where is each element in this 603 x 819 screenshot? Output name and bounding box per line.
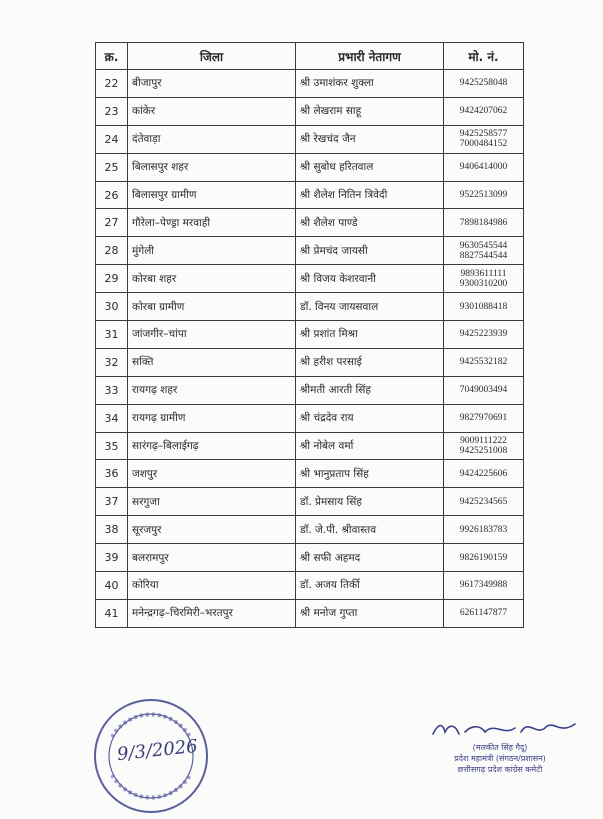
row-district: बीजापुर: [128, 70, 296, 98]
table-row: [96, 572, 524, 600]
row-phone: [444, 404, 524, 432]
row-phone: [444, 460, 524, 488]
row-district: रायगढ़ ग्रामीण: [128, 404, 296, 432]
stamp-date: 9/3/2026: [116, 735, 199, 766]
row-leader: श्रीमती आरती सिंह: [296, 376, 444, 404]
row-serial: 36: [96, 460, 128, 488]
row-phone: [444, 432, 524, 460]
row-phone: [444, 237, 524, 265]
row-serial: 32: [96, 348, 128, 376]
table-row: [96, 125, 524, 153]
row-leader: श्री सफी अहमद: [296, 544, 444, 572]
phone-number: 7898184986: [459, 217, 508, 228]
row-leader: श्री सुबोध हरितवाल: [296, 153, 444, 181]
row-district: सरगुजा: [128, 488, 296, 516]
phone-number: 9425258577: [459, 129, 508, 140]
row-serial: 37: [96, 488, 128, 516]
table-row: [96, 97, 524, 125]
row-leader: श्री मनोज गुप्ता: [296, 599, 444, 627]
phone-number: 9425532182: [459, 357, 508, 368]
table-row: [96, 181, 524, 209]
row-district: मुंगेली: [128, 237, 296, 265]
row-phone: [444, 153, 524, 181]
table-row: [96, 460, 524, 488]
row-leader: श्री विजय केशरवानी: [296, 265, 444, 293]
row-phone: [444, 544, 524, 572]
row-district: सक्ति: [128, 348, 296, 376]
handwritten-signature: [425, 712, 585, 742]
row-leader: श्री नोबेल वर्मा: [296, 432, 444, 460]
row-district: बिलासपुर शहर: [128, 153, 296, 181]
row-serial: 29: [96, 265, 128, 293]
phone-number: 8827544544: [459, 250, 508, 261]
row-phone: [444, 125, 524, 153]
phone-number: 9827970691: [459, 413, 508, 424]
phone-number: 9630545544: [459, 240, 508, 251]
row-district: कोरबा शहर: [128, 265, 296, 293]
row-phone: [444, 293, 524, 321]
row-district: जशपुर: [128, 460, 296, 488]
phone-number: 9617349988: [459, 580, 508, 591]
phone-number: 6261147877: [459, 608, 508, 619]
phone-number: 7049003494: [459, 385, 508, 396]
header-phone: मो. नं.: [444, 43, 524, 70]
row-leader: श्री हरीश परसाई: [296, 348, 444, 376]
phone-number: 9406414000: [459, 162, 508, 173]
phone-number: 9300310200: [459, 278, 508, 289]
phone-number: 9424207062: [459, 106, 508, 117]
row-serial: 23: [96, 97, 128, 125]
row-leader: श्री शैलेश पाण्डे: [296, 209, 444, 237]
row-district: गौरेला–पेण्ड्रा मरवाही: [128, 209, 296, 237]
table-row: [96, 237, 524, 265]
row-district: बलरामपुर: [128, 544, 296, 572]
row-serial: 28: [96, 237, 128, 265]
row-phone: [444, 181, 524, 209]
row-phone: [444, 97, 524, 125]
row-leader: डॉ. प्रेमसाय सिंह: [296, 488, 444, 516]
table-header-row: [96, 43, 524, 70]
row-leader: श्री चंद्रदेव राय: [296, 404, 444, 432]
row-serial: 35: [96, 432, 128, 460]
row-phone: [444, 599, 524, 627]
signatory-block: [420, 742, 580, 775]
row-district: दंतेवाड़ा: [128, 125, 296, 153]
header-serial: क्र.: [96, 43, 128, 70]
row-leader: श्री रेखचंद जैन: [296, 125, 444, 153]
row-leader: श्री प्रशांत मिश्रा: [296, 321, 444, 349]
phone-number: 9425251008: [459, 446, 508, 457]
row-leader: श्री उमाशंकर शुक्ला: [296, 70, 444, 98]
header-leader: प्रभारी नेतागण: [296, 43, 444, 70]
phone-number: 9926183783: [459, 524, 508, 535]
table-row: [96, 516, 524, 544]
table-row: [96, 153, 524, 181]
row-serial: 25: [96, 153, 128, 181]
row-serial: 39: [96, 544, 128, 572]
row-district: जांजगीर–चांपा: [128, 321, 296, 349]
header-district: जिला: [128, 43, 296, 70]
row-district: सूरजपुर: [128, 516, 296, 544]
phone-number: 9425258048: [459, 78, 508, 89]
district-incharge-table: [95, 42, 524, 628]
signatory-designation: प्रदेश महामंत्री (संगठन/प्रशासन): [454, 754, 546, 763]
row-phone: [444, 265, 524, 293]
row-leader: डॉ. विनय जायसवाल: [296, 293, 444, 321]
phone-number: 7000484152: [459, 139, 508, 150]
table-row: [96, 209, 524, 237]
row-phone: [444, 572, 524, 600]
row-serial: 26: [96, 181, 128, 209]
row-serial: 33: [96, 376, 128, 404]
row-district: बिलासपुर ग्रामीण: [128, 181, 296, 209]
phone-number: 9009111222: [460, 436, 507, 447]
table-row: [96, 432, 524, 460]
phone-number: 9425223939: [459, 329, 508, 340]
row-serial: 41: [96, 599, 128, 627]
phone-number: 9522513099: [459, 190, 508, 200]
row-serial: 30: [96, 293, 128, 321]
row-leader: डॉ. अजय तिर्की: [296, 572, 444, 600]
row-serial: 31: [96, 321, 128, 349]
signatory-name: (मलकीत सिंह गैदू): [472, 743, 528, 752]
row-phone: [444, 209, 524, 237]
row-phone: [444, 376, 524, 404]
row-district: कोरिया: [128, 572, 296, 600]
row-leader: श्री प्रेमचंद जायसी: [296, 237, 444, 265]
table-row: [96, 404, 524, 432]
row-phone: [444, 348, 524, 376]
table-row: [96, 599, 524, 627]
table-row: [96, 321, 524, 349]
phone-number: 9893611111: [460, 268, 507, 279]
row-district: मनेन्द्रगढ़–चिरमिरी–भरतपुर: [128, 599, 296, 627]
row-leader: डॉ. जे.पी. श्रीवास्तव: [296, 516, 444, 544]
table-row: [96, 70, 524, 98]
row-district: कांकेर: [128, 97, 296, 125]
row-serial: 34: [96, 404, 128, 432]
row-serial: 38: [96, 516, 128, 544]
table-row: [96, 544, 524, 572]
row-serial: 27: [96, 209, 128, 237]
row-phone: [444, 70, 524, 98]
row-phone: [444, 516, 524, 544]
phone-number: 9424225606: [459, 468, 508, 479]
row-serial: 24: [96, 125, 128, 153]
phone-number: 9301088418: [459, 301, 508, 312]
table-row: [96, 376, 524, 404]
signatory-organisation: छत्तीसगढ़ प्रदेश कांग्रेस कमेटी: [457, 765, 543, 774]
row-serial: 22: [96, 70, 128, 98]
row-district: रायगढ़ शहर: [128, 376, 296, 404]
table-row: [96, 265, 524, 293]
table-row: [96, 293, 524, 321]
row-phone: [444, 321, 524, 349]
table-row: [96, 348, 524, 376]
table-row: [96, 488, 524, 516]
row-leader: श्री शैलेश नितिन त्रिवेदी: [296, 181, 444, 209]
row-serial: 40: [96, 572, 128, 600]
phone-number: 9826190159: [459, 552, 508, 563]
row-district: सारंगढ़–बिलाईगढ़: [128, 432, 296, 460]
table-body: [96, 70, 524, 628]
row-phone: [444, 488, 524, 516]
row-district: कोरबा ग्रामीण: [128, 293, 296, 321]
row-leader: श्री भानुप्रताप सिंह: [296, 460, 444, 488]
row-leader: श्री लेखराम साहू: [296, 97, 444, 125]
phone-number: 9425234565: [459, 496, 508, 507]
